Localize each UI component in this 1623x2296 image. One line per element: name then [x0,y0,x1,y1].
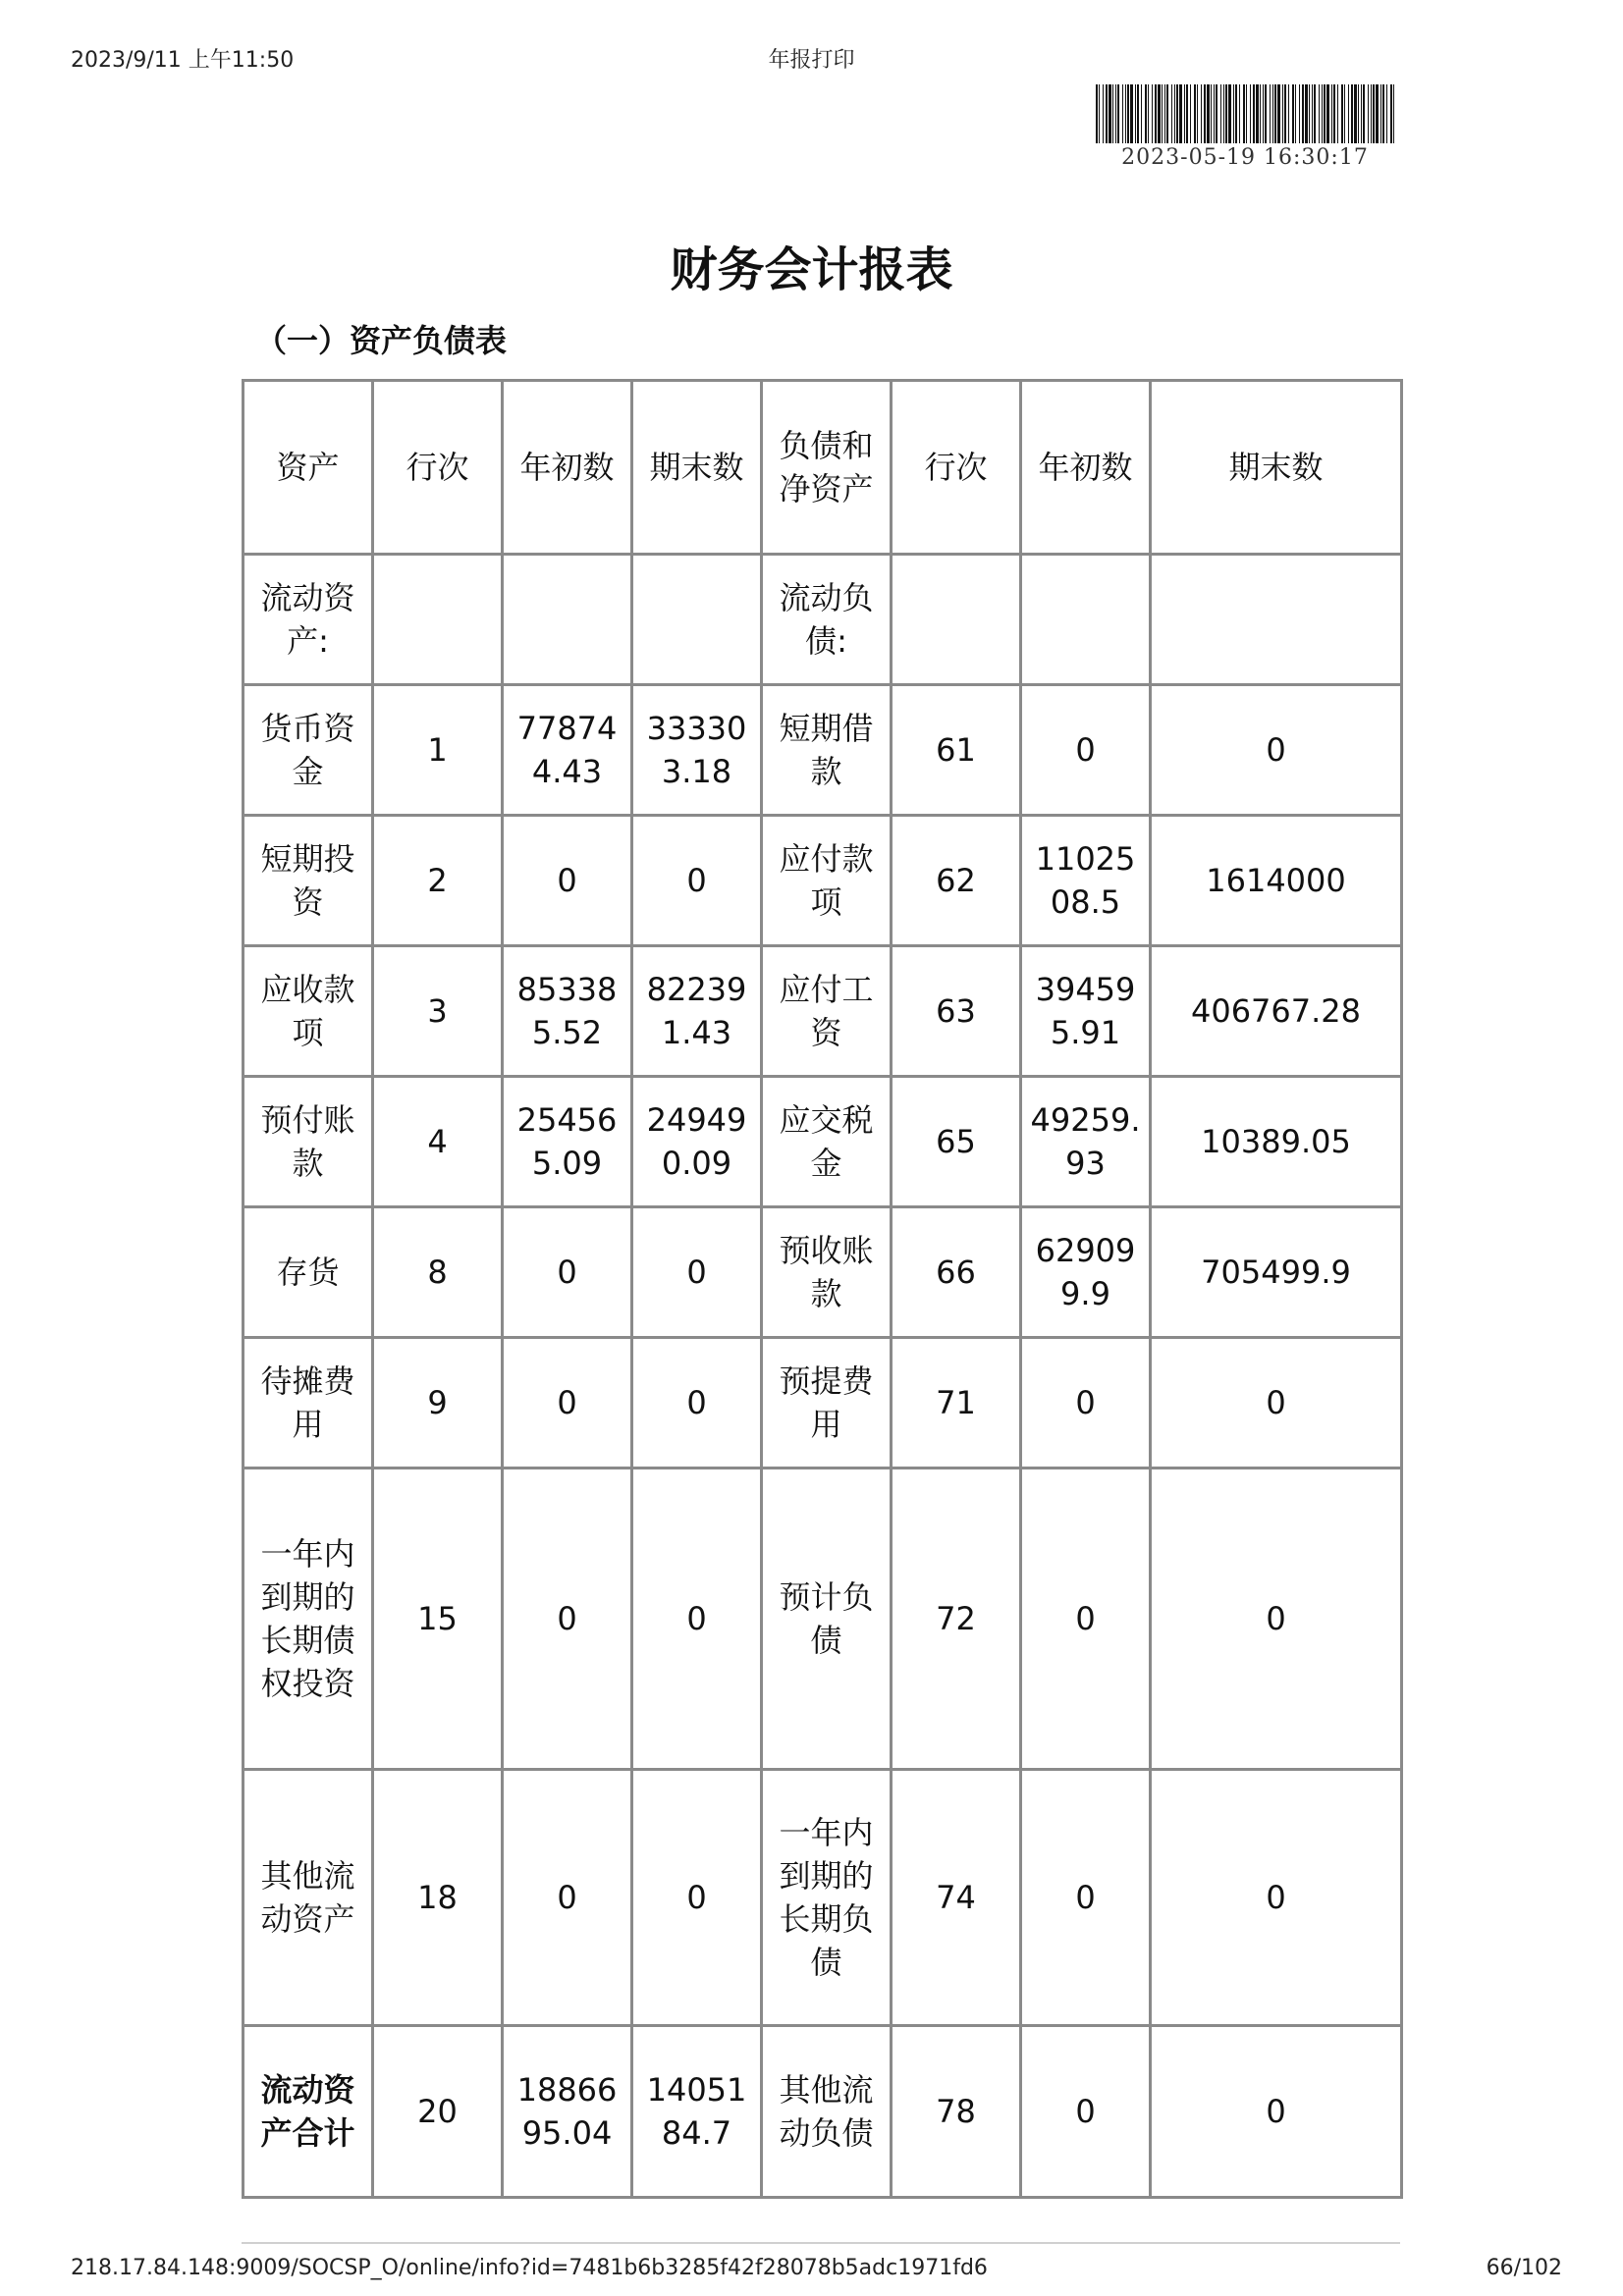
header-assets: 资产 [243,381,373,555]
barcode-bar [1288,84,1289,143]
liability-end-amount: 0 [1151,2026,1402,2198]
liability-begin-amount [1021,555,1151,685]
asset-end-amount: 822391.43 [632,946,762,1077]
asset-name: 待摊费用 [243,1338,373,1468]
liability-name: 预收账款 [762,1207,892,1338]
barcode-bar [1284,84,1286,143]
asset-end-amount: 249490.09 [632,1077,762,1207]
asset-row-no: 4 [373,1077,503,1207]
barcode-bar [1277,84,1280,143]
barcode-bar [1341,84,1343,143]
asset-name: 存货 [243,1207,373,1338]
barcode-bar [1292,84,1294,143]
barcode-bar [1096,84,1098,143]
barcode-bar [1326,84,1329,143]
table-row [243,685,1402,816]
table-row [243,816,1402,946]
barcode-bar [1299,84,1300,143]
asset-begin-amount: 1886695.04 [503,2026,632,2198]
barcode-bar [1260,84,1261,143]
barcode-bar [1309,84,1310,143]
barcode-bar [1337,84,1338,143]
liability-end-amount [1151,555,1402,685]
barcode-bar [1122,84,1123,143]
asset-begin-amount: 0 [503,1770,632,2026]
barcode-bar [1099,84,1100,143]
barcode-bar [1223,84,1224,143]
barcode-bar [1204,84,1206,143]
barcode-timestamp: 2023-05-19 16:30:17 [1121,145,1369,170]
asset-name: 应收款项 [243,946,373,1077]
barcode-bar [1368,84,1369,143]
asset-begin-amount: 853385.52 [503,946,632,1077]
asset-begin-amount: 0 [503,1468,632,1770]
barcode-bar [1295,84,1296,143]
barcode-bar [1141,84,1142,143]
barcode-bar [1135,84,1136,143]
asset-row-no [373,555,503,685]
barcode-bar [1103,84,1104,143]
barcode-bar [1263,84,1264,143]
liability-end-amount: 0 [1151,1770,1402,2026]
barcode-bar [1166,84,1168,143]
document-title: 财务会计报表 [670,242,953,297]
liability-begin-amount: 394595.91 [1021,946,1151,1077]
footer-page-number: 66/102 [1486,2256,1562,2280]
liability-name: 预提费用 [762,1338,892,1468]
liability-name: 其他流动负债 [762,2026,892,2198]
asset-end-amount [632,555,762,685]
liability-begin-amount: 629099.9 [1021,1207,1151,1338]
liability-begin-amount: 49259.93 [1021,1077,1151,1207]
liability-name: 应付款项 [762,816,892,946]
header-end-amount: 期末数 [632,381,762,555]
barcode-bar [1106,84,1108,143]
barcode-bar [1250,84,1251,143]
barcode-bar [1207,84,1210,143]
barcode-bar [1324,84,1325,143]
barcode-bar [1265,84,1267,143]
barcode-bar [1256,84,1259,143]
barcode-bar [1354,84,1357,143]
table-row [243,555,1402,685]
liability-begin-amount: 0 [1021,1468,1151,1770]
asset-name: 货币资金 [243,685,373,816]
barcode-bar [1109,84,1111,143]
liability-end-amount: 0 [1151,685,1402,816]
liability-end-amount: 0 [1151,1468,1402,1770]
barcode-bar [1130,84,1133,143]
barcode-bar [1235,84,1237,143]
barcode-bar [1253,84,1255,143]
barcode-bar [1380,84,1381,143]
balance-sheet-table [242,379,1403,2199]
barcode-bar [1282,84,1283,143]
barcode-bar [1164,84,1165,143]
asset-row-no: 18 [373,1770,503,2026]
liability-row-no: 63 [892,946,1021,1077]
barcode-bar [1137,84,1139,143]
barcode-bar [1148,84,1149,143]
asset-row-no: 15 [373,1468,503,1770]
liability-row-no [892,555,1021,685]
barcode-bar [1393,84,1394,143]
liability-end-amount: 10389.05 [1151,1077,1402,1207]
barcode-bar [1220,84,1221,143]
table-row [243,1207,1402,1338]
liability-end-amount: 0 [1151,1338,1402,1468]
barcode-bar [1246,84,1247,143]
barcode-bar [1228,84,1231,143]
table-header-row [243,381,1402,555]
print-datetime: 2023/9/11 上午11:50 [71,48,295,73]
barcode-bar [1371,84,1372,143]
barcode-bar [1201,84,1202,143]
asset-begin-amount: 0 [503,816,632,946]
asset-end-amount: 333303.18 [632,685,762,816]
liability-row-no: 62 [892,816,1021,946]
barcode-bar [1145,84,1147,143]
header-end-amount-2: 期末数 [1151,381,1402,555]
barcode-bar [1348,84,1349,143]
barcode-bar [1376,84,1379,143]
barcode-bar [1390,84,1392,143]
barcode-bar [1190,84,1191,143]
liability-begin-amount: 1102508.5 [1021,816,1151,946]
asset-end-amount: 0 [632,1468,762,1770]
barcode-bar [1176,84,1178,143]
liability-name: 一年内到期的长期负债 [762,1770,892,2026]
liability-begin-amount: 0 [1021,1770,1151,2026]
barcode-bar [1179,84,1182,143]
table-row [243,1077,1402,1207]
barcode-bar [1158,84,1161,143]
liability-name: 应交税金 [762,1077,892,1207]
asset-begin-amount: 0 [503,1338,632,1468]
barcode-bar [1112,84,1113,143]
barcode-bar [1162,84,1163,143]
table-row [243,946,1402,1077]
barcode-bar [1333,84,1335,143]
barcode-bar [1184,84,1185,143]
liability-row-no: 74 [892,1770,1021,2026]
liability-name: 流动负债: [762,555,892,685]
barcode-bar [1386,84,1387,143]
liability-row-no: 78 [892,2026,1021,2198]
liability-name: 短期借款 [762,685,892,816]
asset-end-amount: 0 [632,816,762,946]
barcode-bar [1194,84,1196,143]
barcode-bar [1216,84,1217,143]
barcode-bar [1361,84,1362,143]
asset-end-amount: 0 [632,1207,762,1338]
liability-row-no: 61 [892,685,1021,816]
table-row [243,1338,1402,1468]
liability-end-amount: 1614000 [1151,816,1402,946]
asset-name: 流动资产: [243,555,373,685]
asset-row-no: 2 [373,816,503,946]
barcode-bar [1274,84,1276,143]
asset-begin-amount: 254565.09 [503,1077,632,1207]
liability-row-no: 71 [892,1338,1021,1468]
barcode-bar [1363,84,1365,143]
header-begin-amount-2: 年初数 [1021,381,1151,555]
barcode-bar [1382,84,1384,143]
barcode-bar [1331,84,1332,143]
table-row [243,2026,1402,2198]
header-row-no: 行次 [373,381,503,555]
table-row [243,1468,1402,1770]
barcode-bar [1174,84,1175,143]
barcode-bar [1115,84,1116,143]
barcode-bar [1211,84,1212,143]
barcode-bar [1344,84,1345,143]
footer-url: 218.17.84.148:9009/SOCSP_O/online/info?id=7481b6b3285f42f28078b5adc1971fd6 [71,2256,988,2280]
section-heading: （一）资产负债表 [255,322,508,359]
header-liabilities-net-assets: 负债和净资产 [762,381,892,555]
barcode-bar [1171,84,1172,143]
asset-name: 一年内到期的长期债权投资 [243,1468,373,1770]
barcode-bar [1186,84,1188,143]
footer-divider [242,2242,1400,2244]
asset-name: 短期投资 [243,816,373,946]
barcode-bar [1312,84,1313,143]
asset-name: 流动资产合计 [243,2026,373,2198]
liability-row-no: 66 [892,1207,1021,1338]
asset-row-no: 3 [373,946,503,1077]
asset-row-no: 8 [373,1207,503,1338]
barcode-bar [1197,84,1198,143]
barcode-bar [1214,84,1215,143]
asset-row-no: 1 [373,685,503,816]
barcode-bar [1351,84,1353,143]
asset-row-no: 20 [373,2026,503,2198]
barcode-bar [1233,84,1234,143]
barcode-bar [1243,84,1245,143]
barcode-bar [1239,84,1240,143]
barcode-bar [1152,84,1153,143]
liability-name: 应付工资 [762,946,892,1077]
liability-begin-amount: 0 [1021,685,1151,816]
barcode-bar [1358,84,1359,143]
barcode-bar [1302,84,1304,143]
asset-begin-amount [503,555,632,685]
asset-name: 预付账款 [243,1077,373,1207]
barcode-bar [1373,84,1375,143]
barcode-bar [1319,84,1320,143]
barcode-bar [1117,84,1119,143]
print-page-title: 年报打印 [768,48,855,73]
barcode-bar [1322,84,1323,143]
liability-name: 预计负债 [762,1468,892,1770]
asset-end-amount: 1405184.7 [632,2026,762,2198]
asset-begin-amount: 0 [503,1207,632,1338]
barcode-bar [1225,84,1227,143]
barcode-bar [1270,84,1271,143]
barcode-bar [1127,84,1129,143]
liability-begin-amount: 0 [1021,2026,1151,2198]
table-row [243,1770,1402,2026]
barcode-image [1096,84,1394,143]
asset-end-amount: 0 [632,1338,762,1468]
asset-end-amount: 0 [632,1770,762,2026]
asset-begin-amount: 778744.43 [503,685,632,816]
header-begin-amount: 年初数 [503,381,632,555]
barcode-bar [1272,84,1273,143]
liability-begin-amount: 0 [1021,1338,1151,1468]
asset-row-no: 9 [373,1338,503,1468]
liability-row-no: 72 [892,1468,1021,1770]
barcode-bar [1305,84,1308,143]
asset-name: 其他流动资产 [243,1770,373,2026]
barcode-bar [1125,84,1126,143]
barcode-bar [1155,84,1157,143]
barcode-bar [1314,84,1316,143]
header-row-no-2: 行次 [892,381,1021,555]
liability-row-no: 65 [892,1077,1021,1207]
liability-end-amount: 406767.28 [1151,946,1402,1077]
liability-end-amount: 705499.9 [1151,1207,1402,1338]
